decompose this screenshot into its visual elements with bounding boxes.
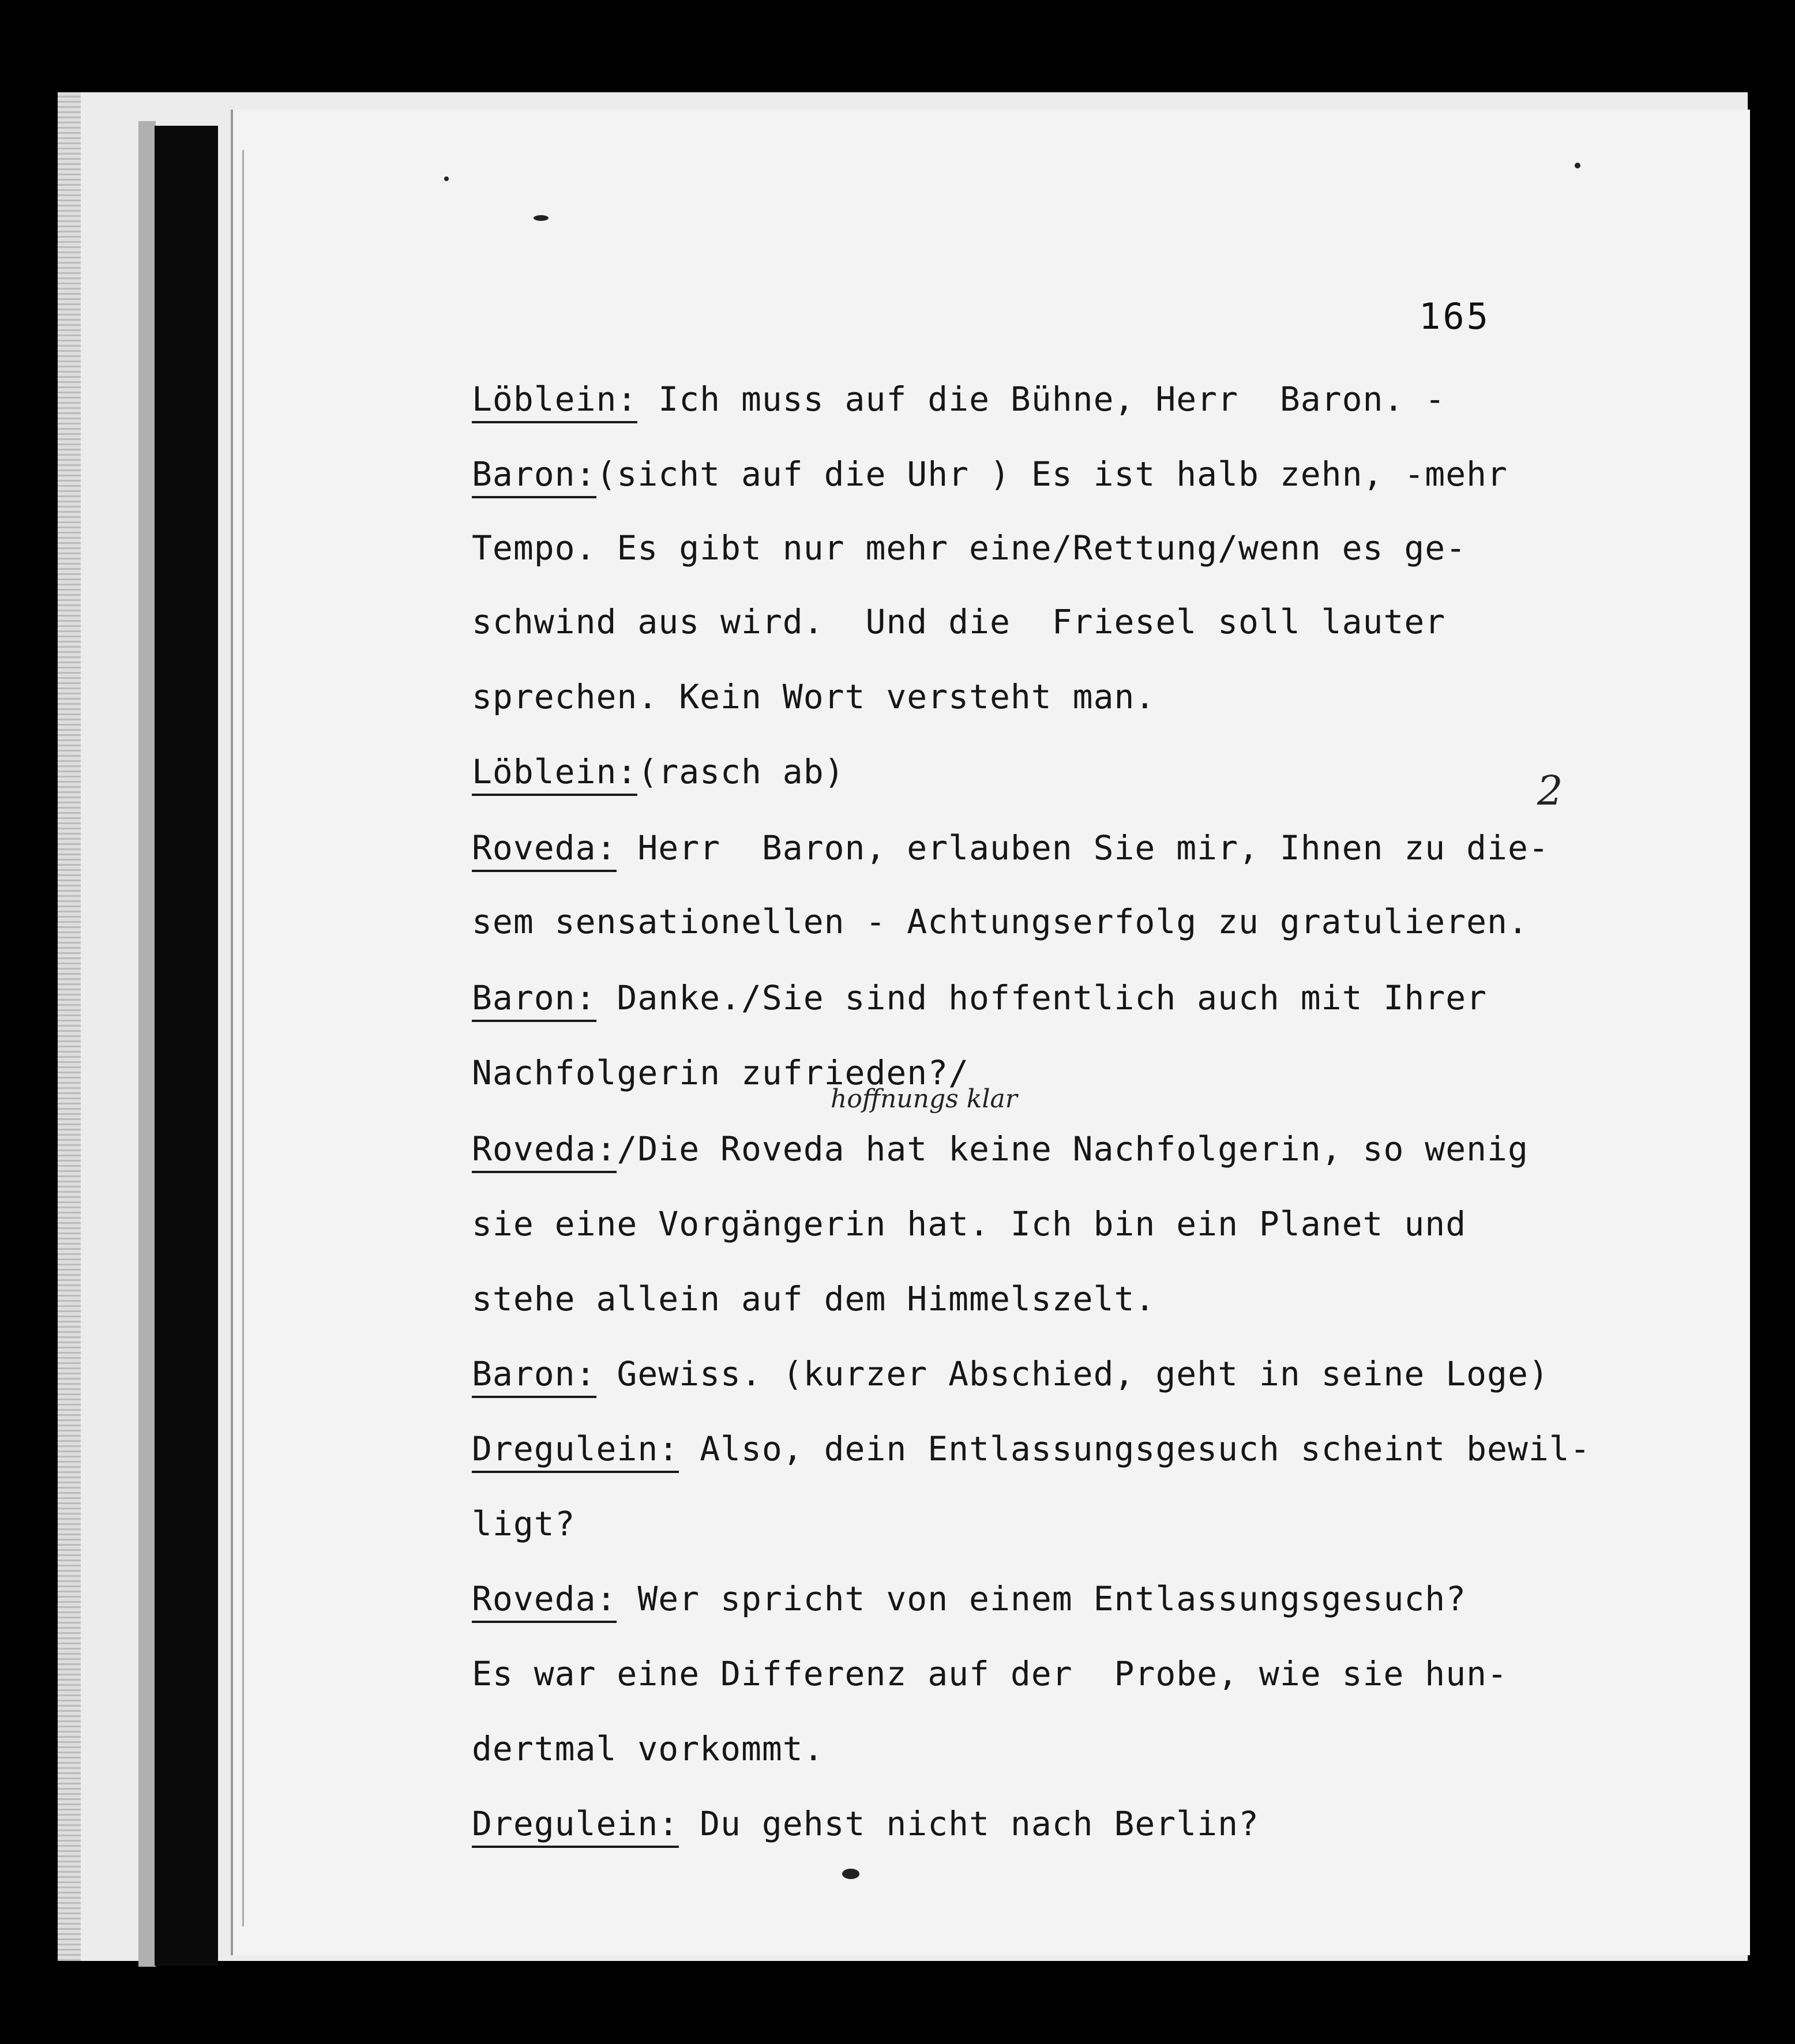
page-number: 165 bbox=[1419, 295, 1490, 337]
dialogue-line bbox=[472, 980, 1487, 1022]
dialogue-text-span: Nachfolgerin zufrieden?/ bbox=[472, 1053, 970, 1092]
dialogue-line bbox=[472, 904, 1529, 939]
speaker-name: Roveda: bbox=[472, 831, 617, 872]
speaker-name: Baron: bbox=[472, 1357, 596, 1398]
dialogue-text-span: (rasch ab) bbox=[637, 752, 845, 791]
dialogue-line bbox=[472, 454, 1508, 498]
ink-speck bbox=[842, 1869, 859, 1879]
dialogue-text-span: Ich muss auf die Bühne, Herr Baron. - bbox=[637, 380, 1446, 419]
speaker-name: Dregulein: bbox=[472, 1806, 679, 1848]
dialogue-text-span: Es war eine Differenz auf der Probe, wie sie hun- bbox=[472, 1654, 1508, 1693]
interlinear-note: hoffnungs klar bbox=[831, 1084, 1017, 1114]
dialogue-line bbox=[472, 1129, 1529, 1173]
ink-speck bbox=[1575, 163, 1580, 168]
dialogue-text-span: dertmal vorkommt. bbox=[472, 1729, 824, 1768]
dialogue-text-span: /Die Roveda hat keine Nachfolgerin, so wenig bbox=[617, 1129, 1529, 1168]
dialogue-text-span: Du gehst nicht nach Berlin? bbox=[679, 1804, 1259, 1843]
dialogue-line bbox=[472, 1204, 1467, 1243]
speaker-name: Dregulein: bbox=[472, 1431, 679, 1473]
dialogue-line bbox=[472, 1806, 1259, 1848]
dialogue-line bbox=[472, 1581, 1466, 1623]
dialogue-line bbox=[472, 679, 1155, 714]
dialogue-line bbox=[472, 604, 1445, 639]
dialogue-text-span: sprechen. Kein Wort versteht man. bbox=[472, 677, 1156, 716]
dialogue-text-span: sie eine Vorgängerin hat. Ich bin ein Planet und bbox=[472, 1204, 1467, 1243]
speaker-name: Löblein: bbox=[472, 382, 637, 423]
speaker-name: Löblein: bbox=[472, 754, 637, 796]
dialogue-line bbox=[472, 1354, 1549, 1398]
dialogue-line bbox=[472, 1431, 1591, 1473]
dialogue-text-span: Tempo. Es gibt nur mehr eine/Rettung/wenn es ge- bbox=[472, 528, 1467, 568]
dialogue-line bbox=[472, 828, 1549, 872]
dialogue-line bbox=[472, 382, 1445, 423]
page-fold-line bbox=[242, 150, 244, 1926]
ink-speck bbox=[534, 215, 549, 221]
dialogue-line bbox=[472, 754, 845, 796]
binding-spine bbox=[155, 126, 218, 1966]
dialogue-text-span: (sicht auf die Uhr ) Es ist halb zehn, -mehr bbox=[596, 454, 1508, 494]
sheet-torn-edge bbox=[58, 92, 81, 1961]
dialogue-line bbox=[472, 1506, 576, 1541]
speaker-name: Roveda: bbox=[472, 1581, 617, 1623]
dialogue-line bbox=[472, 1731, 824, 1766]
dialogue-text-span: Also, dein Entlassungsgesuch scheint bewil- bbox=[679, 1429, 1591, 1468]
dialogue-text-span: Wer spricht von einem Entlassungsgesuch? bbox=[617, 1579, 1467, 1618]
dialogue-text-span: sem sensationellen - Achtungserfolg zu gratulieren. bbox=[472, 902, 1529, 941]
ink-speck bbox=[444, 176, 449, 181]
dialogue-line bbox=[472, 1656, 1508, 1691]
dialogue-text-span: ligt? bbox=[472, 1504, 576, 1543]
margin-mark: 2 bbox=[1537, 767, 1563, 814]
dialogue-text-span: Gewiss. (kurzer Abschied, geht in seine Loge) bbox=[596, 1354, 1549, 1393]
dialogue-line bbox=[472, 528, 1467, 568]
dialogue-text-span: Danke./Sie sind hoffentlich auch mit Ihrer bbox=[596, 978, 1488, 1017]
dialogue-text-span: Herr Baron, erlauben Sie mir, Ihnen zu die- bbox=[617, 828, 1549, 867]
speaker-name: Baron: bbox=[472, 457, 596, 498]
dialogue-text-span: schwind aus wird. Und die Friesel soll lauter bbox=[472, 602, 1446, 641]
dialogue-line bbox=[472, 1279, 1156, 1318]
speaker-name: Baron: bbox=[472, 980, 596, 1022]
dialogue-text-span: stehe allein auf dem Himmelszelt. bbox=[472, 1279, 1156, 1318]
binding-edge bbox=[138, 121, 156, 1967]
speaker-name: Roveda: bbox=[472, 1132, 617, 1173]
